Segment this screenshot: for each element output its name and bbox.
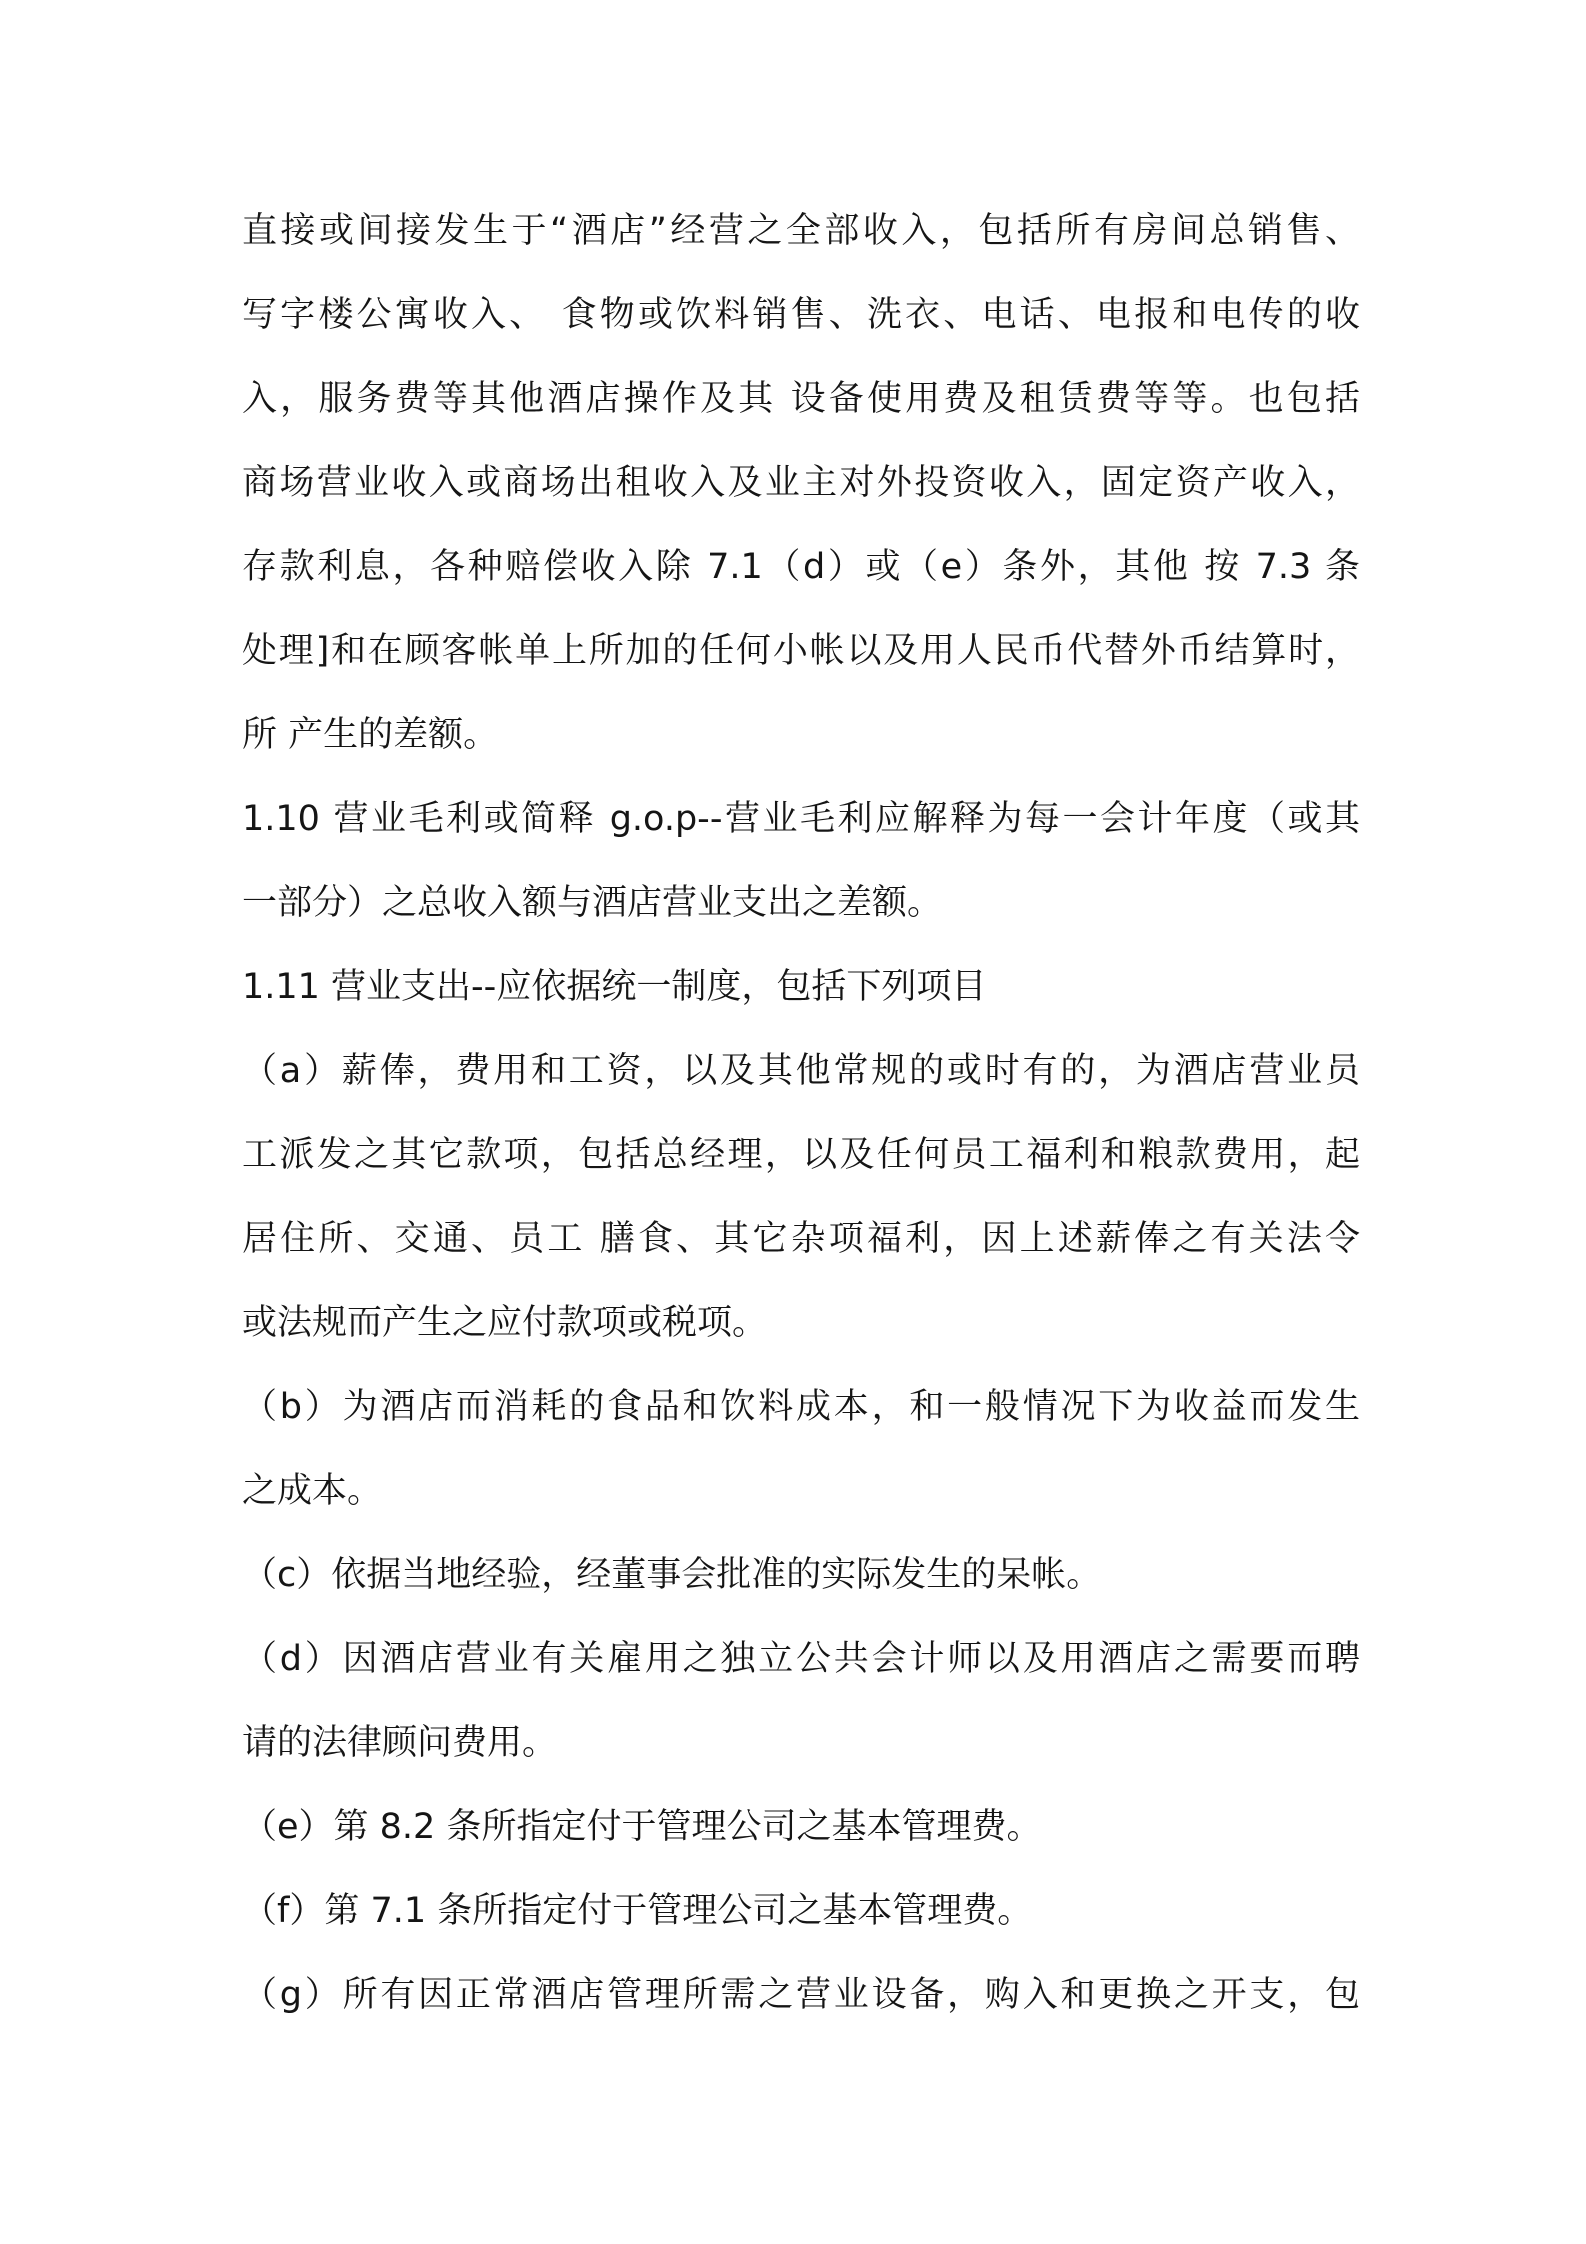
item-a-line-4: 或法规而产生之应付款项或税项。: [242, 1303, 768, 1343]
item-f-line-1: （f）第 7.1 条所指定付于管理公司之基本管理费。: [242, 1891, 1033, 1931]
item-g-line-1: （g）所有因正常酒店管理所需之营业设备，购入和更换之开支，包: [242, 1975, 1360, 2015]
text-line-6: 处理]和在顾客帐单上所加的任何小帐以及用人民币代替外币结算时，: [242, 631, 1360, 671]
item-b-line-2: 之成本。: [242, 1471, 383, 1511]
text-line-5: 存款利息，各种赔偿收入除 7.1（d）或（e）条外，其他 按 7.3 条: [242, 547, 1360, 587]
item-d-line-1: （d）因酒店营业有关雇用之独立公共会计师以及用酒店之需要而聘: [242, 1639, 1360, 1679]
section-1-10-line-1: 1.10 营业毛利或简释 g.o.p--营业毛利应解释为每一会计年度（或其: [242, 799, 1360, 839]
item-a-line-3: 居住所、交通、员工 膳食、其它杂项福利，因上述薪俸之有关法令: [242, 1219, 1360, 1259]
item-c-line-1: （c）依据当地经验，经董事会批准的实际发生的呆帐。: [242, 1555, 1102, 1595]
text-line-2: 写字楼公寓收入、 食物或饮料销售、洗衣、电话、电报和电传的收: [242, 295, 1360, 335]
item-b-line-1: （b）为酒店而消耗的食品和饮料成本，和一般情况下为收益而发生: [242, 1387, 1360, 1427]
item-d-line-2: 请的法律顾问费用。: [242, 1723, 558, 1763]
text-line-4: 商场营业收入或商场出租收入及业主对外投资收入，固定资产收入，: [242, 463, 1360, 503]
text-line-7: 所 产生的差额。: [242, 715, 499, 755]
item-a-line-1: （a）薪俸，费用和工资，以及其他常规的或时有的，为酒店营业员: [242, 1051, 1360, 1091]
text-line-3: 入，服务费等其他酒店操作及其 设备使用费及租赁费等等。也包括: [242, 379, 1360, 419]
item-e-line-1: （e）第 8.2 条所指定付于管理公司之基本管理费。: [242, 1807, 1042, 1847]
section-1-10-line-2: 一部分）之总收入额与酒店营业支出之差额。: [242, 883, 943, 923]
document-body: [242, 198, 1360, 2046]
section-1-11-heading: 1.11 营业支出--应依据统一制度，包括下列项目: [242, 967, 987, 1007]
item-a-line-2: 工派发之其它款项，包括总经理，以及任何员工福利和粮款费用，起: [242, 1135, 1360, 1175]
text-line-1: 直接或间接发生于“酒店”经营之全部收入，包括所有房间总销售、: [242, 211, 1360, 251]
